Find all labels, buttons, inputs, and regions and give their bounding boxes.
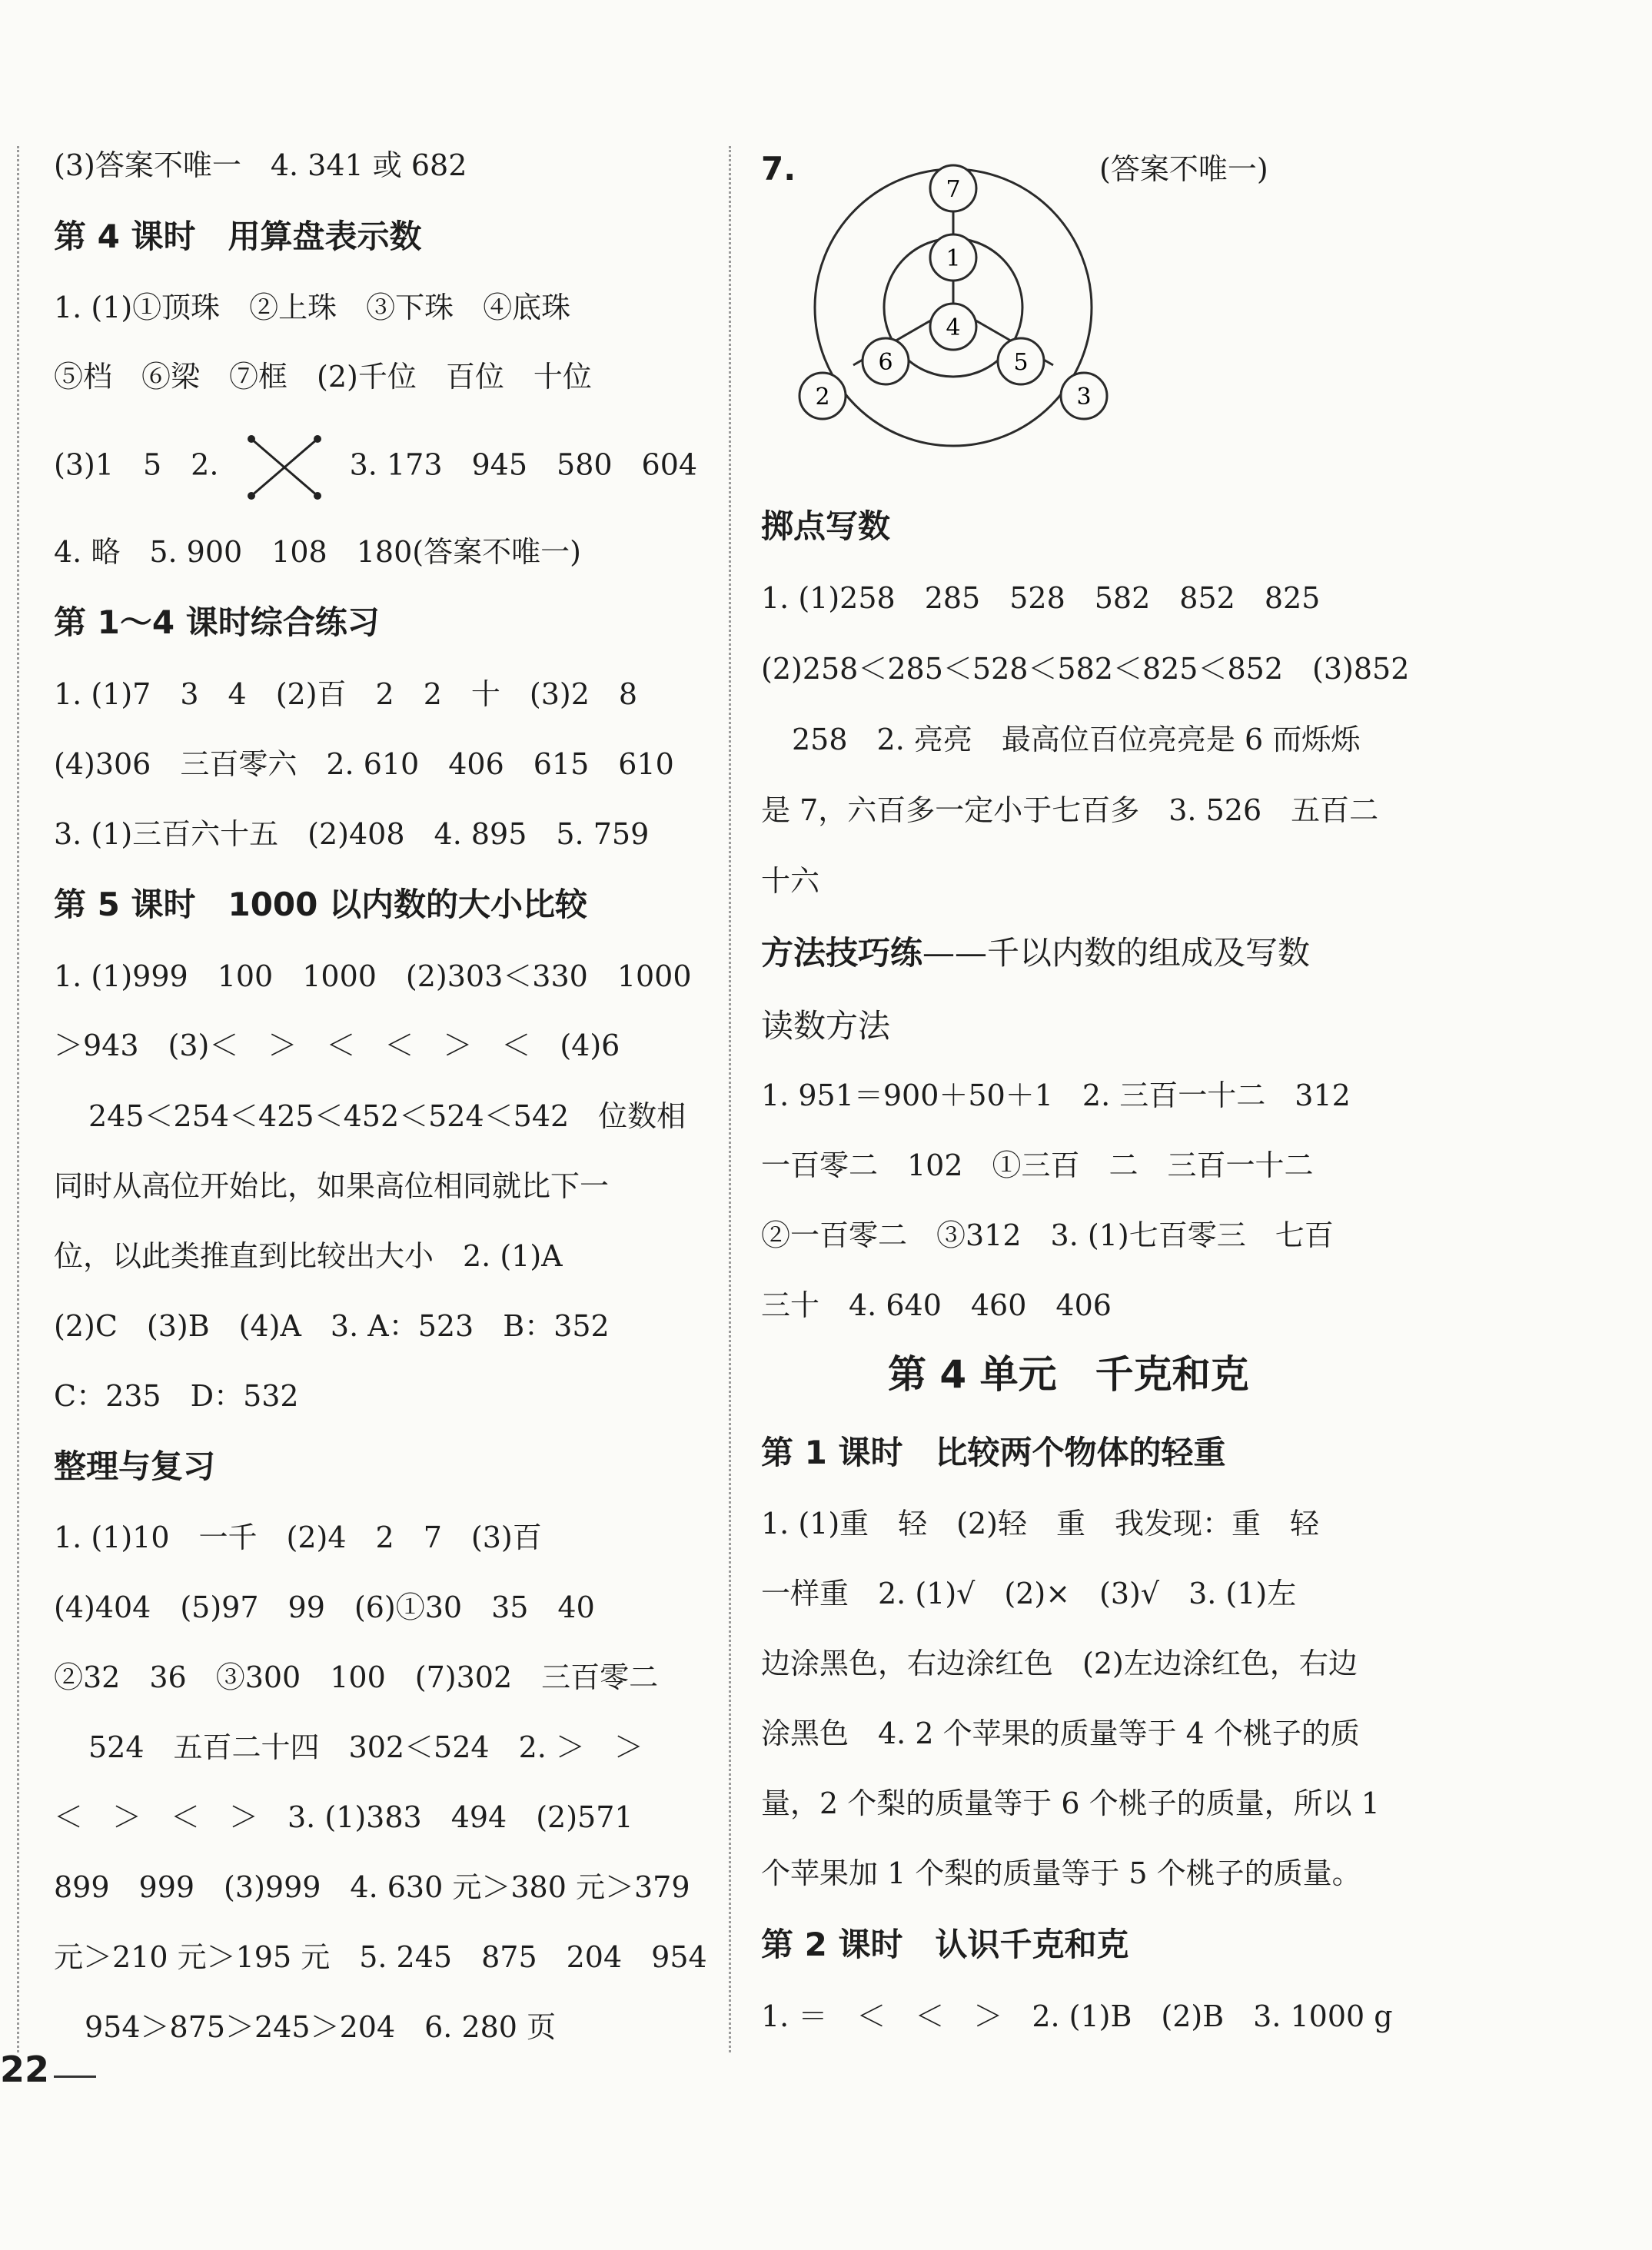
- answer-line: 元＞210 元＞195 元 5. 245 875 204 954: [54, 1940, 707, 1974]
- page-number: 22: [0, 2049, 50, 2090]
- answer-line: (4)306 三百零六 2. 610 406 615 610: [54, 747, 674, 781]
- question-label: 7.: [761, 150, 796, 188]
- answer-line: ＞943 (3)＜ ＞ ＜ ＜ ＞ ＜ (4)6: [54, 1029, 620, 1062]
- answer-line: (3)答案不唯一 4. 341 或 682: [54, 148, 467, 182]
- diagram-node: [930, 165, 976, 211]
- svg-text:3: 3: [1076, 384, 1092, 410]
- page-number-rule: [54, 2076, 96, 2078]
- answer-line: 三十 4. 640 460 406: [761, 1288, 1112, 1322]
- answer-line: 1. (1)7 3 4 (2)百 2 2 十 (3)2 8: [54, 677, 638, 711]
- answer-line: 量，2 个梨的质量等于 6 个桃子的质量，所以 1: [761, 1786, 1380, 1820]
- answer-line: 1. ＝ ＜ ＜ ＞ 2. (1)B (2)B 3. 1000 g: [761, 1999, 1393, 2033]
- answer-line: 1. (1)①顶珠 ②上珠 ③下珠 ④底珠: [54, 291, 571, 324]
- answer-line: 涂黑色 4. 2 个苹果的质量等于 4 个桃子的质: [761, 1717, 1360, 1750]
- svg-text:4: 4: [946, 314, 961, 341]
- answer-line: 位，以此类推直到比较出大小 2. (1)A: [54, 1239, 563, 1273]
- answer-text: 3. 173 945 580 604: [349, 447, 698, 482]
- column-dotted-divider: [729, 146, 731, 2052]
- section-heading-method-cont: 读数方法: [761, 1007, 891, 1045]
- answer-line: ②32 36 ③300 100 (7)302 三百零二: [54, 1660, 659, 1694]
- answer-line: 1. (1)999 100 1000 (2)303＜330 1000: [54, 959, 692, 993]
- answer-line: ⑤档 ⑥梁 ⑦框 (2)千位 百位 十位: [54, 360, 592, 394]
- section-heading-review: 第 1～4 课时综合练习: [54, 603, 380, 641]
- diagram-node: [1061, 373, 1107, 419]
- answer-line: 个苹果加 1 个梨的质量等于 5 个桃子的质量。: [761, 1856, 1361, 1890]
- answer-line: C：235 D：532: [54, 1379, 299, 1413]
- answer-line: 245＜254＜425＜452＜524＜542 位数相: [88, 1099, 686, 1133]
- answer-line: 524 五百二十四 302＜524 2. ＞ ＞: [88, 1730, 643, 1764]
- section-heading-r-lesson1: 第 1 课时 比较两个物体的轻重: [761, 1434, 1226, 1471]
- method-heading-rest: ——千以内数的组成及写数: [922, 934, 1311, 972]
- svg-text:5: 5: [1013, 349, 1029, 376]
- answer-line: 4. 略 5. 900 108 180(答案不唯一): [54, 535, 581, 569]
- answer-line: 1. 951＝900＋50＋1 2. 三百一十二 312: [761, 1078, 1351, 1112]
- answer-text: (3)1 5 2.: [54, 447, 219, 482]
- section-heading-lesson5: 第 5 课时 1000 以内数的大小比较: [54, 886, 587, 923]
- answer-line: 一样重 2. (1)√ (2)× (3)√ 3. (1)左: [761, 1577, 1297, 1610]
- section-heading-summary: 整理与复习: [54, 1447, 216, 1485]
- answer-line: 1. (1)258 285 528 582 852 825: [761, 581, 1321, 615]
- unit-title: 第 4 单元 千克和克: [888, 1352, 1249, 1397]
- answer-line: 十六: [761, 864, 820, 898]
- answer-line: 同时从高位开始比，如果高位相同就比下一: [54, 1169, 610, 1203]
- answer-line: (2)258＜285＜528＜582＜825＜852 (3)852: [761, 652, 1410, 686]
- answer-line: 899 999 (3)999 4. 630 元＞380 元＞379: [54, 1870, 690, 1904]
- answer-line: 3. (1)三百六十五 (2)408 4. 895 5. 759: [54, 817, 650, 851]
- answer-line: 1. (1)重 轻 (2)轻 重 我发现：重 轻: [761, 1507, 1319, 1540]
- answer-line: 258 2. 亮亮 最高位百位亮亮是 6 而烁烁: [792, 723, 1361, 756]
- section-heading-method: [761, 934, 1311, 972]
- svg-text:1: 1: [946, 245, 961, 272]
- answer-line: [54, 433, 697, 502]
- svg-text:2: 2: [815, 384, 830, 410]
- answer-line: 一百零二 102 ①三百 二 三百一十二: [761, 1148, 1314, 1182]
- diagram-node: [998, 338, 1044, 384]
- abacus-cross-icon: [242, 433, 327, 502]
- section-heading-dice: 掷点写数: [761, 507, 891, 545]
- answer-line: ②一百零二 ③312 3. (1)七百零三 七百: [761, 1218, 1334, 1252]
- svg-text:6: 6: [878, 349, 893, 376]
- section-heading-r-lesson2: 第 2 课时 认识千克和克: [761, 1926, 1129, 1963]
- diagram-node: [930, 304, 976, 350]
- answer-line: (2)C (3)B (4)A 3. A：523 B：352: [54, 1309, 610, 1343]
- method-heading-bold: 方法技巧练: [761, 934, 923, 972]
- answer-line: 954＞875＞245＞204 6. 280 页: [85, 2010, 557, 2044]
- diagram-node: [930, 234, 976, 281]
- svg-text:7: 7: [946, 176, 961, 203]
- answer-line: 边涂黑色，右边涂红色 (2)左边涂红色，右边: [761, 1647, 1358, 1680]
- left-margin-dotted-line: [17, 146, 19, 2052]
- answer-line: 是 7，六百多一定小于七百多 3. 526 五百二: [761, 793, 1379, 827]
- diagram-node: [799, 373, 846, 419]
- answer-note: (答案不唯一): [1099, 152, 1268, 186]
- diagram-node: [863, 338, 909, 384]
- answer-line: (4)404 (5)97 99 (6)①30 35 40: [54, 1590, 595, 1624]
- number-circle-diagram: [792, 146, 1115, 469]
- answer-line: 1. (1)10 一千 (2)4 2 7 (3)百: [54, 1520, 542, 1554]
- answer-line: ＜ ＞ ＜ ＞ 3. (1)383 494 (2)571: [54, 1800, 633, 1834]
- section-heading-lesson4: 第 4 课时 用算盘表示数: [54, 218, 422, 255]
